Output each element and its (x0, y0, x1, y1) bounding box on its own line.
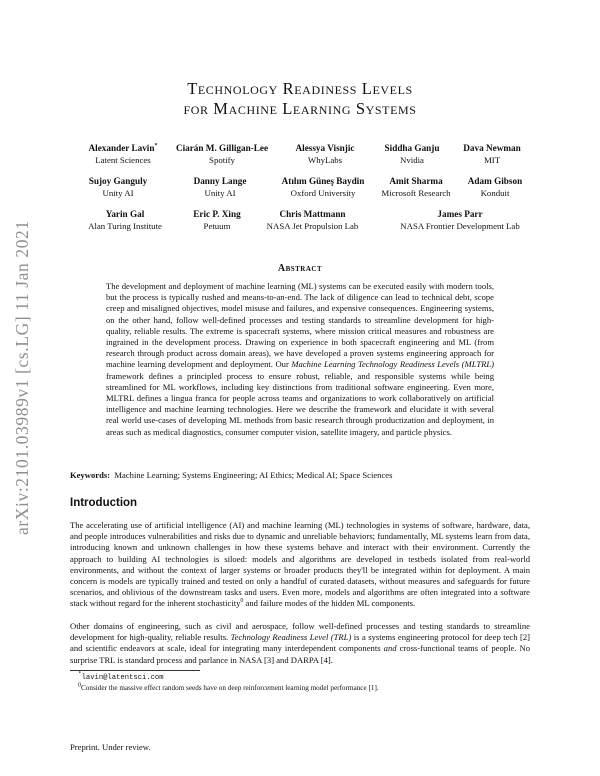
author-affiliation: Spotify (209, 154, 235, 165)
author-block (280, 143, 370, 166)
author-block (372, 143, 452, 166)
author-block (385, 209, 535, 232)
author-affiliation: MIT (483, 154, 501, 165)
author-block (366, 176, 466, 199)
author-name: Yarin Gal (105, 209, 145, 219)
author-affiliation: Unity AI (102, 187, 134, 198)
intro-paragraph-2 (70, 621, 530, 666)
abstract-body (106, 281, 494, 438)
author-block (455, 176, 535, 199)
author-affiliation: Unity AI (204, 187, 236, 198)
author-name: Chris Mattmann (279, 209, 346, 219)
author-block (78, 143, 168, 166)
paragraph-text: Other domains of engineering, such as civil and aerospace, follow well-defined processes and testing standards to streamline development for high-quality, reliable results. (70, 621, 530, 643)
author-block (452, 143, 532, 166)
author-block (255, 209, 370, 232)
section-heading-introduction: Introduction (70, 497, 138, 509)
paper-title-line-1: Technology Readiness Levels (187, 79, 413, 98)
author-name: James Parr (437, 209, 483, 219)
author-affiliation: Oxford University (290, 187, 356, 198)
abstract-heading: Abstract (277, 263, 323, 274)
abstract-emphasis: Machine Learning Technology Readiness Levels (MLTRL) (291, 359, 494, 370)
preprint-note: Preprint. Under review. (70, 742, 151, 752)
abstract-text-part: The development and deployment of machine learning (ML) systems can be executed easily with modern tools, but the process is typically rushed and means-to-an-end. The lack of diligence can lead to technical debt, scope creep and misaligned objectives, model misuse and failures, and expensive consequences. Engineering systems, on the other hand, follow well-defined processes and testing standards to streamline development for high-quality, reliable results. The extreme is spacecraft systems, where mission critical measures and robustness are ingrained in the development process. Drawing on experience in both spacecraft engineering and ML (from research through product across domain areas), we have developed a proven systems engineering approach for machine learning development and deployment. Our (106, 281, 494, 370)
author-name: Sujoy Ganguly (88, 176, 148, 186)
author-block (268, 176, 378, 199)
paragraph-emphasis: Technology Readiness Level (TRL) (230, 632, 352, 643)
author-name: Siddha Ganju (384, 143, 440, 153)
author-name: Ciarán M. Gilligan-Lee (175, 143, 269, 153)
author-block (182, 209, 252, 232)
author-affiliation: NASA Frontier Development Lab (400, 220, 520, 231)
author-name: Eric P. Xing (193, 209, 241, 219)
footnote-mark: * (78, 670, 82, 678)
author-affiliation: Microsoft Research (381, 187, 451, 198)
keywords-text: Machine Learning; Systems Engineering; AI Ethics; Medical AI; Space Sciences (114, 470, 393, 480)
paragraph-emphasis: and (383, 643, 397, 654)
footnote-seeds (78, 684, 538, 693)
paragraph-text: is a systems engineering protocol for deep tech [2] and scientific endeavors at scale, ideal for integrating many interdependent components (70, 632, 530, 654)
author-affiliation: WhyLabs (307, 154, 343, 165)
author-name: Amit Sharma (389, 176, 443, 186)
footnote-mark: 0 (78, 682, 81, 689)
intro-paragraph-1 (70, 520, 530, 610)
author-name: Alessya Visnjic (295, 143, 355, 153)
author-affiliation: Konduit (480, 187, 510, 198)
footnote-text: Consider the massive effect random seeds have on deep reinforcement learning model performance [1]. (81, 684, 379, 692)
author-affiliation: Latent Sciences (95, 154, 151, 165)
arxiv-identifier: arXiv:2101.03989v1 [cs.LG] 11 Jan 2021 (12, 220, 32, 536)
author-name: Dava Newman (463, 143, 521, 153)
footnote-divider (70, 670, 200, 671)
author-name: Adam Gibson (467, 176, 523, 186)
paragraph-text: cross-functional teams of people. No surprise TRL is standard process and parlance in NASA [3] and DARPA [4]. (70, 643, 530, 665)
keywords-label: Keywords: (70, 470, 111, 480)
author-name: Danny Lange (193, 176, 247, 186)
author-block (70, 209, 180, 232)
author-block (180, 176, 260, 199)
paragraph-text: and failure modes of the hidden ML components. (243, 598, 416, 609)
author-block (167, 143, 277, 166)
author-block (78, 176, 158, 199)
abstract-text-part: framework defines a principled process to ensure robust, reliable, and responsible systems while being streamlined for ML workflows, including key distinctions from traditional software engineering. Even more, MLTRL defines a lingua franca for people across teams and organizations to work collaboratively on artificial intelligence and machine learning technologies. Here we describe the framework and elucidate it with several real world use-cases of developing ML methods from basic research through productization and deployment, in areas such as medical diagnostics, consumer computer vision, satellite imagery, and particle physics. (106, 370, 494, 437)
keywords-line (70, 470, 540, 480)
paper-title-line-2: for Machine Learning Systems (183, 99, 417, 118)
author-mark: * (154, 142, 158, 149)
author-affiliation: NASA Jet Propulsion Lab (266, 220, 359, 231)
author-affiliation: Petuum (203, 220, 231, 231)
author-affiliation: Alan Turing Institute (88, 220, 162, 231)
footnote-ref[interactable]: 0 (240, 598, 244, 605)
author-affiliation: Nvidia (400, 154, 424, 165)
author-name: Atılım Güneş Baydin (281, 176, 365, 186)
author-name: Alexander Lavin (88, 143, 155, 153)
footnote-email[interactable] (78, 670, 538, 683)
paragraph-text: The accelerating use of artificial intelligence (AI) and machine learning (ML) technologies in systems of software, hardware, data, and people introduces vulnerabilities and risks due to dynamic and unreliable behaviors; fundamentally, ML systems learn from data, introducing known and unknown challenges in how these systems behave and interact with their environment. Currently the approach to building AI technologies is siloed: models and algorithms are developed in testbeds isolated from real-world environments, and without the context of larger systems or broader products they'll be integrated within for deployment. A main concern is models are typically trained and tested on only a handful of curated datasets, without measures and safeguards for future scenarios, and oblivious of the downstream tasks and users. Even more, models and algorithms are often integrated into a software stack without regard for the inherent stochasticity (70, 520, 530, 609)
footnote-text[interactable]: lavin@latentsci.com (81, 674, 164, 682)
